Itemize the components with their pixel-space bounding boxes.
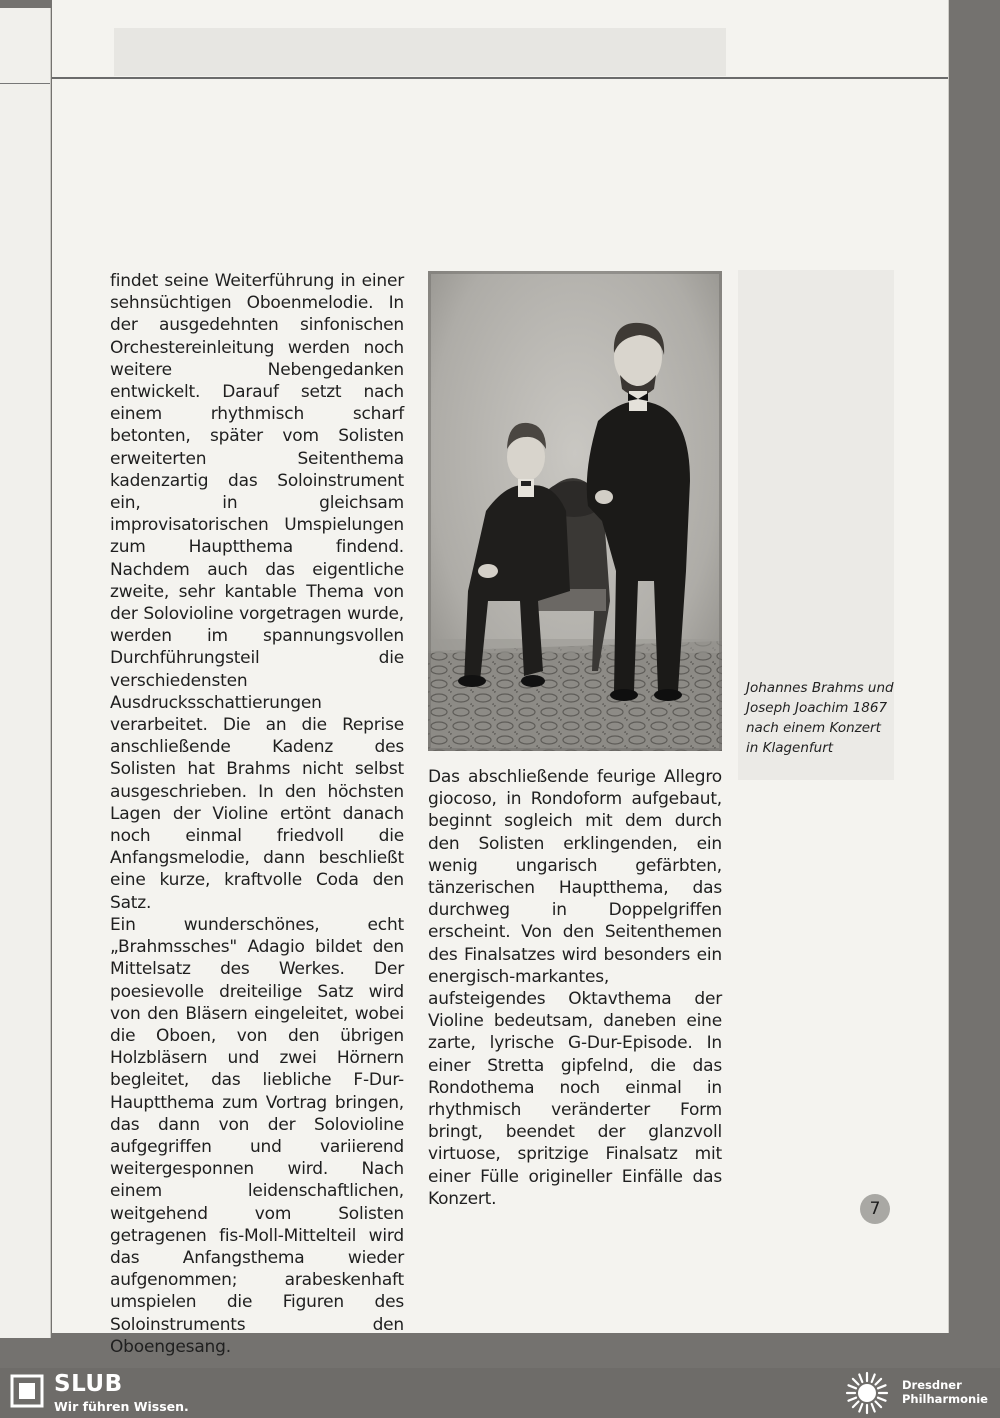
previous-page-edge [0,8,51,1338]
slub-logo-icon[interactable] [10,1374,44,1408]
photo-brahms-joachim [428,271,722,751]
paragraph-first-movement: findet seine Weiterführung in einer sehnsüchtigen Oboenmelodie. In der ausgedehnten sinfonischen Orchestereinleitung werden noch weitere Nebengedanken entwickelt. Darauf setzt nach einem rhythmisch scharf betonten, später vom Solisten erweiterten Seitenthema kadenzartig das Soloinstrument ein, in gleichsam improvisatorischen Umspielungen zum Hauptthema findend. Nachdem auch das eigentliche zweite, sehr kantable Thema von der Solovioline vorgetragen wurde, werden im spannungsvollen Durchführungsteil die verschiedensten Ausdrucksschattierungen verarbeitet. Die an die Reprise anschließende Kadenz des Solisten hat Brahms nicht selbst ausgeschrieben. In den höchsten Lagen der Violine ertönt danach noch einmal friedvoll die Anfangsmelodie, dann beschließt eine kurze, kraftvolle Coda den Satz. [110,271,404,913]
paragraph-adagio: Ein wunderschönes, echt „Brahmssches" Adagio bildet den Mittelsatz des Werkes. Der poesievolle dreiteilige Satz wird von den Bläsern eingeleitet, wobei die Oboen, von den übrigen Holzbläsern und zwei Hörnern begleitet, das liebliche F-Dur-Hauptthema zum Vortrag bringen, das dann von der Solovioline aufgegriffen und variierend weitergesponnen wird. Nach einem leidenschaftlichen, weitgehend vom Solisten getragenen fis-Moll-Mittelteil wird das Anfangsthema wieder aufgenommen; arabeskenhaft umspielen die Figuren des Soloinstruments den Oboengesang. [110,914,404,1357]
caption-line: Joseph Joachim 1867 [746,700,888,716]
dresdner-philharmonie-logo-icon[interactable] [844,1370,890,1416]
caption-line: nach einem Konzert [746,720,881,736]
library-name[interactable]: SLUB [54,1371,123,1397]
library-tagline: Wir führen Wissen. [54,1399,189,1414]
header-bleed-through [114,28,726,76]
paragraph-finale: Das abschließende feurige Allegro giocoso, in Rondoform aufgebaut, beginnt sogleich mit dem durch den Solisten erklingenden, ein wenig ungarisch gefärbten, tänzerischen Hauptthema, das durchweg in Doppelgriffen erscheint. Von den Seitenthemen des Finalsatzes wird besonders ein energisch-markantes, aufsteigendes Oktavthema der Violine bedeutsam, daneben eine zarte, lyrische G-Dur-Episode. In einer Stretta gipfelnd, die das Rondothema noch einmal in rhythmisch veränderter Form bringt, beendet der glanzvoll virtuose, spritzige Finalsatz mit einer Fülle origineller Einfälle das Konzert. [428,767,722,1209]
previous-page-rule [0,83,50,84]
viewer-footer [0,1368,1000,1418]
caption-line: Johannes Brahms und [746,680,894,696]
header-rule [52,77,948,79]
page-number-badge: 7 [860,1194,890,1224]
document-page [52,0,948,1357]
partner-name-line: Philharmonie [902,1392,988,1406]
caption-line: in Klagenfurt [746,740,834,756]
historical-photo [428,271,722,751]
partner-name-line: Dresdner [902,1378,962,1392]
text-column-right [428,766,722,1210]
photo-caption [746,678,916,758]
partner-name [902,1378,998,1406]
text-column-left [110,270,404,1358]
